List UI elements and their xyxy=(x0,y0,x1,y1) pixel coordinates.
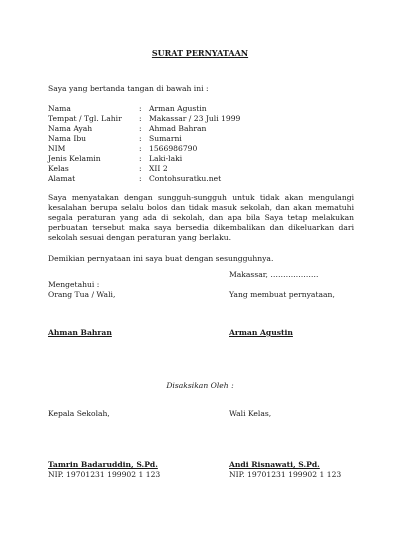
intro-line: Saya yang bertanda tangan di bawah ini : xyxy=(48,84,209,93)
parent-name: Ahman Bahran xyxy=(48,328,112,337)
acknowledged-label: Mengetahui : xyxy=(48,280,100,289)
homeroom-label: Wali Kelas, xyxy=(229,409,272,418)
identity-row xyxy=(48,124,240,134)
identity-label: Alamat xyxy=(48,174,76,183)
identity-row xyxy=(48,164,240,174)
identity-row xyxy=(48,104,240,114)
identity-value: Laki-laki xyxy=(149,154,183,163)
identity-separator: : xyxy=(139,124,142,133)
identity-separator: : xyxy=(139,174,142,183)
identity-label: Jenis Kelamin xyxy=(48,154,101,163)
identity-separator: : xyxy=(139,134,142,143)
identity-row xyxy=(48,114,240,124)
homeroom-name: Andi Risnawati, S.Pd. xyxy=(229,460,320,469)
identity-separator: : xyxy=(139,144,142,153)
identity-separator: : xyxy=(139,164,142,173)
letter-title: SURAT PERNYATAAN xyxy=(151,48,249,58)
identity-value: Sumarni xyxy=(149,134,182,143)
identity-label: Kelas xyxy=(48,164,69,173)
principal-label: Kepala Sekolah, xyxy=(48,409,110,418)
declarant-label: Yang membuat pernyataan, xyxy=(229,290,335,299)
identity-label: Nama xyxy=(48,104,71,113)
identity-row xyxy=(48,144,240,154)
closing-line: Demikian pernyataan ini saya buat dengan sesungguhnya. xyxy=(48,254,274,263)
principal-name: Tamrin Badaruddin, S.Pd. xyxy=(48,460,158,469)
identity-row xyxy=(48,134,240,144)
place-date: Makassar, ………………. xyxy=(229,270,319,279)
identity-value: XII 2 xyxy=(149,164,168,173)
identity-value: Arman Agustin xyxy=(149,104,207,113)
identity-separator: : xyxy=(139,154,142,163)
identity-row xyxy=(48,154,240,164)
identity-label: Nama Ayah xyxy=(48,124,93,133)
identity-label: NIM xyxy=(48,144,66,153)
identity-row xyxy=(48,174,240,184)
identity-table xyxy=(48,104,240,184)
homeroom-nip: NIP. 19701231 199902 1 123 xyxy=(229,470,342,479)
declarant-name: Arman Agustin xyxy=(229,328,293,337)
identity-value: 1566986790 xyxy=(149,144,198,153)
principal-nip: NIP. 19701231 199902 1 123 xyxy=(48,470,161,479)
identity-separator: : xyxy=(139,104,142,113)
identity-label: Nama Ibu xyxy=(48,134,87,143)
parent-label: Orang Tua / Wali, xyxy=(48,290,116,299)
identity-separator: : xyxy=(139,114,142,123)
identity-label: Tempat / Tgl. Lahir xyxy=(48,114,122,123)
witnessed-label: Disaksikan Oleh : xyxy=(166,381,234,390)
identity-value: Contohsuratku.net xyxy=(149,174,222,183)
statement-paragraph: Saya menyatakan dengan sungguh-sungguh untuk tidak akan mengulangi kesalahan berupa selalu bolos dan tidak masuk sekolah, dan akan mematuhi segala peraturan yang ada di sekolah, dan apa bila Saya tetap melakukan perbuatan tersebut maka saya bersedia dikembalikan dan dikeluarkan dari sekolah sesuai dengan peraturan yang berlaku. xyxy=(48,193,354,243)
identity-value: Ahmad Bahran xyxy=(149,124,207,133)
identity-value: Makassar / 23 Juli 1999 xyxy=(149,114,241,123)
